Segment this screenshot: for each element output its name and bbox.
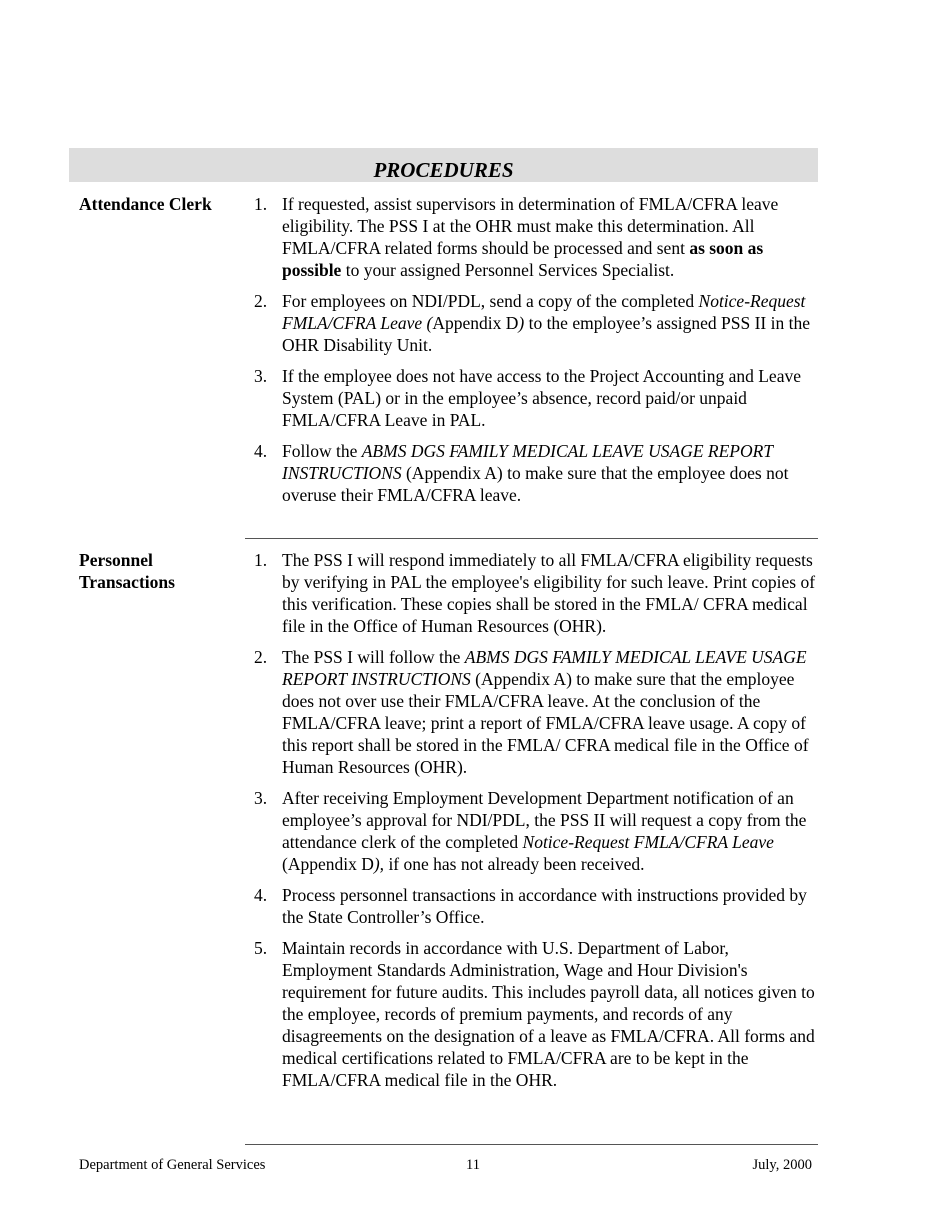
section-label-line: Transactions bbox=[79, 572, 175, 592]
item-text bbox=[282, 365, 817, 431]
footer-divider bbox=[245, 1144, 818, 1145]
list-item bbox=[245, 290, 817, 356]
list-item bbox=[245, 193, 817, 281]
text-run: (Appendix A) to make sure that the employee does not overuse their FMLA/CFRA leave. bbox=[282, 463, 789, 505]
text-run: ) bbox=[518, 313, 525, 333]
item-number: 3. bbox=[254, 788, 268, 808]
item-number: 4. bbox=[254, 441, 268, 461]
text-run: as soon as possible bbox=[282, 238, 764, 280]
text-run: (Appendix A) to make sure that the employee does not over use their FMLA/CFRA leave. At the conclusion of the FMLA/CFRA leave; print a report of FMLA/CFRA leave usage. A copy of this report shall be stored in the FMLA/ CFRA medical file in the Office of Human Resources (OHR). bbox=[282, 669, 809, 777]
section-label-line: Attendance Clerk bbox=[79, 194, 212, 214]
item-text bbox=[282, 290, 817, 356]
item-text bbox=[282, 937, 817, 1091]
text-run: If requested, assist supervisors in determination of FMLA/CFRA leave eligibility. The PSS I at the OHR must make this determination. All FMLA/CFRA related forms should be processed and sent bbox=[282, 194, 779, 258]
footer-date: July, 2000 bbox=[752, 1157, 812, 1173]
item-number: 3. bbox=[254, 366, 268, 386]
item-text bbox=[282, 884, 817, 928]
text-run: Notice-Request FMLA/CFRA Leave ( bbox=[282, 291, 806, 333]
list-item bbox=[245, 440, 817, 506]
list-item bbox=[245, 787, 817, 875]
text-run: ABMS DGS FAMILY MEDICAL LEAVE USAGE REPORT INSTRUCTIONS bbox=[282, 647, 807, 689]
text-run: if one has not already been received. bbox=[384, 854, 645, 874]
text-run: After receiving Employment Development Department notification of an employee’s approval for NDI/PDL, the PSS II will request a copy from the attendance clerk of the completed bbox=[282, 788, 807, 852]
text-run: For employees on NDI/PDL, send a copy of the completed bbox=[282, 291, 699, 311]
page-number: 11 bbox=[466, 1157, 480, 1173]
list-item bbox=[245, 937, 817, 1091]
list-item bbox=[245, 549, 817, 637]
section-label-attendance-clerk bbox=[79, 193, 244, 215]
text-run: The PSS I will follow the bbox=[282, 647, 465, 667]
text-run: Follow the bbox=[282, 441, 362, 461]
personnel-transactions-steps bbox=[245, 549, 817, 1091]
text-run: The PSS I will respond immediately to all FMLA/CFRA eligibility requests by verifying in PAL the employee's eligibility for such leave. Print copies of this verification. These copies shall be stored in the FMLA/ CFRA medical file in the Office of Human Resources (OHR). bbox=[282, 550, 816, 636]
text-run: Appendix D bbox=[432, 313, 519, 333]
text-run: ), bbox=[373, 854, 385, 874]
section-label-line: Personnel bbox=[79, 550, 153, 570]
item-number: 4. bbox=[254, 885, 268, 905]
footer-department: Department of General Services bbox=[79, 1157, 266, 1173]
item-number: 1. bbox=[254, 194, 268, 214]
procedures-banner bbox=[69, 148, 818, 182]
text-run: (Appendix D bbox=[282, 854, 374, 874]
list-item bbox=[245, 365, 817, 431]
section-label-personnel-transactions bbox=[79, 549, 244, 593]
item-text bbox=[282, 440, 817, 506]
text-run: to the employee’s assigned PSS II in the OHR Disability Unit. bbox=[282, 313, 811, 355]
text-run: Maintain records in accordance with U.S. Department of Labor, Employment Standards Administration, Wage and Hour Division's requirement for future audits. This includes payroll data, all notices given to the employee, records of premium payments, and records of any disagreements on the designation of a leave as FMLA/CFRA. All forms and medical certifications related to FMLA/CFRA are to be kept in the FMLA/CFRA medical file in the OHR. bbox=[282, 938, 815, 1090]
text-run: Notice-Request FMLA/CFRA Leave bbox=[522, 832, 774, 852]
item-text bbox=[282, 787, 817, 875]
text-run: ABMS DGS FAMILY MEDICAL LEAVE USAGE REPORT INSTRUCTIONS bbox=[282, 441, 773, 483]
list-item bbox=[245, 884, 817, 928]
list-item bbox=[245, 646, 817, 778]
item-number: 1. bbox=[254, 550, 268, 570]
text-run: to your assigned Personnel Services Specialist. bbox=[341, 260, 675, 280]
text-run: Process personnel transactions in accordance with instructions provided by the State Controller’s Office. bbox=[282, 885, 807, 927]
item-text bbox=[282, 646, 817, 778]
item-text bbox=[282, 193, 817, 281]
page-title: PROCEDURES bbox=[373, 158, 514, 182]
item-number: 5. bbox=[254, 938, 268, 958]
item-number: 2. bbox=[254, 291, 268, 311]
item-number: 2. bbox=[254, 647, 268, 667]
text-run: If the employee does not have access to the Project Accounting and Leave System (PAL) or in the employee’s absence, record paid/or unpaid FMLA/CFRA Leave in PAL. bbox=[282, 366, 801, 430]
attendance-clerk-steps bbox=[245, 193, 817, 506]
item-text bbox=[282, 549, 817, 637]
section-divider bbox=[245, 538, 818, 539]
